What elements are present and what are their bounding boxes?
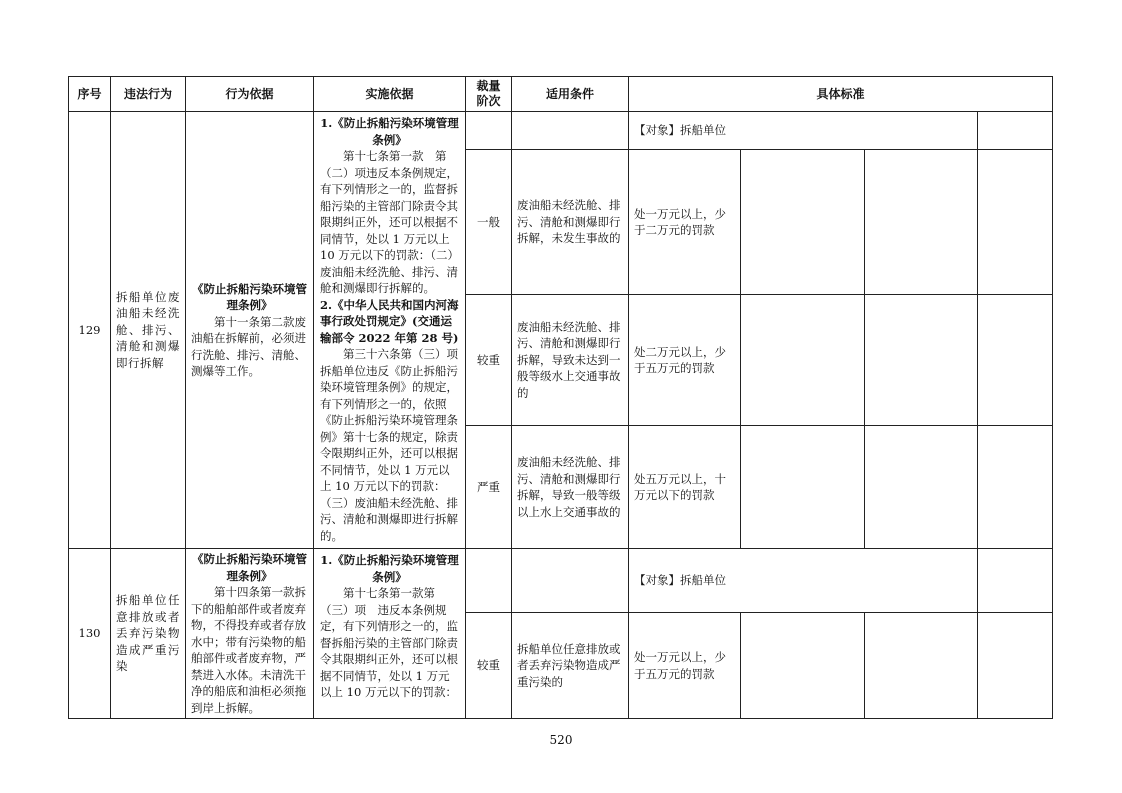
level-condition: 拆船单位任意排放或者丢弃污染物造成严重污染的 (512, 613, 629, 719)
row-act: 拆船单位废油船未经洗舱、排污、清舱和测爆即行拆解 (111, 112, 186, 549)
row-basis (186, 112, 314, 549)
level-standard: 处一万元以上，少于五万元的罚款 (629, 613, 741, 719)
level-blank (865, 613, 978, 719)
header-level: 裁量 阶次 (466, 77, 512, 112)
level-blank (865, 150, 978, 295)
impl-text-1: 第十七条第一款 第（二）项违反本条例规定，有下列情形之一的，监督拆船污染的主管部门除责令其限期纠正外，还可以根据不同情节，处以 1 万元以上 10 万元以下的罚款：（二）废油船未经洗舱、排污、清舱和测爆即行拆解的。 (320, 149, 458, 295)
level-blank (741, 295, 865, 426)
header-row (69, 77, 1053, 112)
object-blank-end (978, 549, 1053, 613)
row-no: 129 (69, 112, 111, 549)
level-blank (741, 613, 865, 719)
object-blank-end (978, 112, 1053, 150)
row-no: 130 (69, 549, 111, 719)
header-impl: 实施依据 (314, 77, 466, 112)
header-act: 违法行为 (111, 77, 186, 112)
basis-title: 《防止拆船污染环境管理条例》 (192, 552, 307, 583)
row-basis (186, 549, 314, 719)
level-standard: 处五万元以上，十万元以下的罚款 (629, 426, 741, 549)
level-blank (741, 150, 865, 295)
level-blank (865, 426, 978, 549)
header-no: 序号 (69, 77, 111, 112)
object-label: 【对象】拆船单位 (629, 112, 978, 150)
level-condition: 废油船未经洗舱、排污、清舱和测爆即行拆解，导致未达到一般等级水上交通事故的 (512, 295, 629, 426)
basis-text: 第十四条第一款拆下的船舶部件或者废弃物，不得投弃或者存放水中；带有污染物的船舶部件或者废弃物，严禁进入水体。未清洗干净的船底和油柜必须拖到岸上拆解。 (191, 585, 306, 715)
impl-text-1: 第十七条第一款第（三）项 违反本条例规定，有下列情形之一的，监督拆船污染的主管部门除责令其限期纠正外，还可以根据不同情节，处以 1 万元以上 10 万元以下的罚款： (320, 586, 458, 699)
impl-title-1: 1.《防止拆船污染环境管理条例》 (320, 553, 459, 584)
header-cond: 适用条件 (512, 77, 629, 112)
level-blank (978, 613, 1053, 719)
object-blank-cond (512, 112, 629, 150)
level-label: 较重 (466, 295, 512, 426)
impl-text-2: 第三十六条第（三）项拆船单位违反《防止拆船污染环境管理条例》的规定，有下列情形之一的，依照《防止拆船污染环境管理条例》第十七条的规定，除责令限期纠正外，还可以根据不同情节，处以 1 万元以上 10 万元以下的罚款：（三）废油船未经洗舱、排污、清舱和测爆即进行拆解的。 (320, 347, 458, 543)
level-blank (978, 295, 1053, 426)
level-condition: 废油船未经洗舱、排污、清舱和测爆即行拆解，导致一般等级以上水上交通事故的 (512, 426, 629, 549)
impl-title-2: 2.《中华人民共和国内河海事行政处罚规定》(交通运输部令 2022 年第 28 号) (320, 297, 459, 345)
level-standard: 处二万元以上，少于五万元的罚款 (629, 295, 741, 426)
page-number: 520 (549, 733, 573, 747)
level-condition: 废油船未经洗舱、排污、清舱和测爆即行拆解，未发生事故的 (512, 150, 629, 295)
table-row (69, 112, 1053, 150)
level-label: 一般 (466, 150, 512, 295)
level-label: 严重 (466, 426, 512, 549)
level-blank (865, 295, 978, 426)
level-standard: 处一万元以上，少于二万元的罚款 (629, 150, 741, 295)
level-label: 较重 (466, 613, 512, 719)
impl-title-1: 1.《防止拆船污染环境管理条例》 (320, 116, 459, 147)
table-row (69, 549, 1053, 613)
row-impl (314, 549, 466, 719)
row-impl (314, 112, 466, 549)
level-blank (741, 426, 865, 549)
basis-text: 第十一条第二款废油船在拆解前，必须进行洗舱、排污、清舱、测爆等工作。 (191, 314, 306, 378)
header-basis: 行为依据 (186, 77, 314, 112)
object-label: 【对象】拆船单位 (629, 549, 978, 613)
penalty-standard-table (68, 76, 1053, 719)
basis-title: 《防止拆船污染环境管理条例》 (192, 281, 307, 312)
level-blank (978, 150, 1053, 295)
object-blank-level (466, 112, 512, 150)
level-blank (978, 426, 1053, 549)
object-blank-cond (512, 549, 629, 613)
object-blank-level (466, 549, 512, 613)
row-act: 拆船单位任意排放或者丢弃污染物造成严重污染 (111, 549, 186, 719)
header-std: 具体标准 (629, 77, 1053, 112)
